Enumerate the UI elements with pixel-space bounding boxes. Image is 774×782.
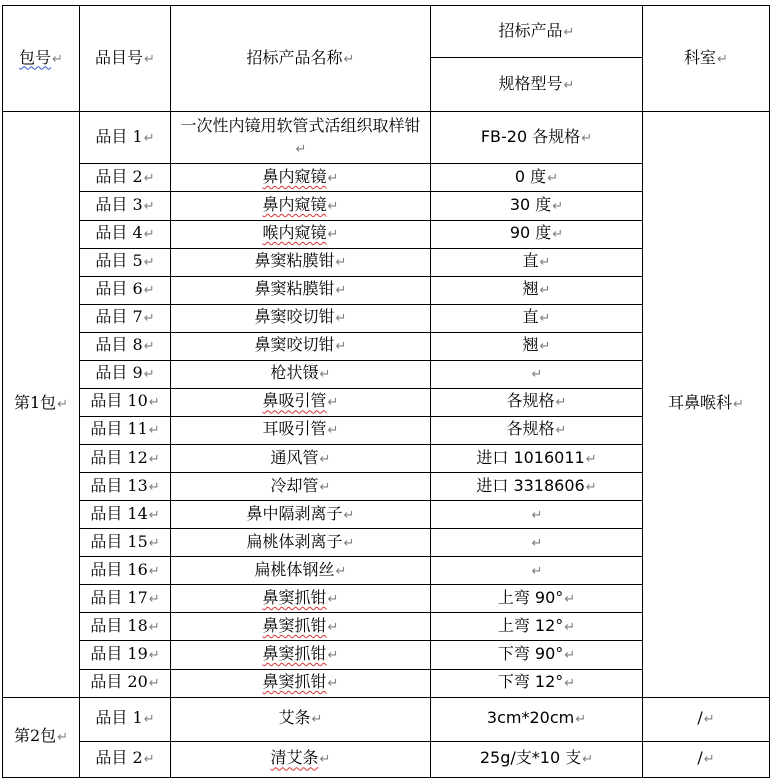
cell-text: 品目 10 [90, 391, 148, 411]
paragraph-mark: ↵ [552, 198, 564, 214]
spec-cell [431, 641, 643, 669]
cell-text: 上弯 12° [497, 615, 564, 635]
item-no-cell [80, 112, 171, 164]
department-cell [643, 697, 770, 741]
paragraph-mark: ↵ [143, 311, 155, 327]
cell-text: 翘 [522, 335, 539, 355]
product-name-cell [171, 248, 431, 276]
cell-text: 进口 3318606 [476, 475, 585, 495]
header-product-name [171, 6, 431, 112]
cell-text: 科室 [684, 47, 717, 67]
department-cell [643, 741, 770, 777]
paragraph-mark: ↵ [552, 227, 564, 243]
paragraph-mark: ↵ [319, 752, 331, 768]
paragraph-mark: ↵ [582, 752, 594, 768]
paragraph-mark: ↵ [148, 676, 160, 692]
paragraph-mark: ↵ [327, 227, 339, 243]
paragraph-mark: ↵ [148, 423, 160, 439]
spec-cell [431, 276, 643, 304]
cell-text: 品目 13 [90, 475, 148, 495]
table-row [3, 697, 770, 741]
spec-cell [431, 164, 643, 192]
department-ent [643, 112, 770, 697]
item-no-cell [80, 360, 171, 388]
cell-text: 上弯 90° [497, 587, 564, 607]
cell-text: 招标产品 [498, 20, 563, 40]
paragraph-mark: ↵ [319, 479, 331, 495]
product-name-cell [171, 529, 431, 557]
paragraph-mark: ↵ [143, 339, 155, 355]
cell-text: 鼻窦抓钳 [262, 587, 327, 607]
cell-text: 品目 9 [95, 363, 143, 383]
cell-text: 鼻窦咬切钳 [254, 335, 335, 355]
cell-text: 直 [522, 307, 539, 327]
paragraph-mark: ↵ [327, 423, 339, 439]
cell-text: 0 度 [514, 166, 547, 186]
cell-text: 一次性内镜用软管式活组织取样钳 [180, 115, 421, 135]
paragraph-mark: ↵ [585, 451, 597, 467]
item-no-cell [80, 220, 171, 248]
paragraph-mark: ↵ [335, 283, 347, 299]
paragraph-mark: ↵ [547, 170, 559, 186]
cell-text: 扁桃体钢丝 [254, 559, 335, 579]
paragraph-mark: ↵ [143, 227, 155, 243]
table-row [3, 741, 770, 777]
spec-cell [431, 388, 643, 416]
paragraph-mark: ↵ [143, 170, 155, 186]
table-body [3, 6, 770, 778]
paragraph-mark: ↵ [148, 591, 160, 607]
product-name-cell [171, 585, 431, 613]
cell-text: 品目 1 [95, 126, 143, 146]
cell-text: 品目 15 [90, 531, 148, 551]
paragraph-mark: ↵ [148, 535, 160, 551]
item-no-cell [80, 641, 171, 669]
paragraph-mark: ↵ [531, 507, 543, 523]
cell-text: 鼻吸引管 [262, 391, 327, 411]
product-name-cell [171, 416, 431, 444]
paragraph-mark: ↵ [327, 591, 339, 607]
item-no-cell [80, 697, 171, 741]
item-no-cell [80, 304, 171, 332]
cell-text: 品目 14 [90, 503, 148, 523]
spec-cell [431, 304, 643, 332]
paragraph-mark: ↵ [563, 24, 575, 40]
paragraph-mark: ↵ [335, 255, 347, 271]
item-no-cell [80, 529, 171, 557]
item-no-cell [80, 332, 171, 360]
cell-text: 鼻窦抓钳 [262, 643, 327, 663]
paragraph-mark: ↵ [531, 367, 543, 383]
spec-cell [431, 445, 643, 473]
paragraph-mark: ↵ [335, 311, 347, 327]
cell-text: 扁桃体剥离子 [246, 531, 343, 551]
cell-text: 品目号 [95, 47, 144, 67]
product-name-cell [171, 697, 431, 741]
cell-text: 鼻内窥镜 [262, 194, 327, 214]
cell-text: 品目 8 [95, 335, 143, 355]
cell-text: 下弯 12° [497, 672, 564, 692]
bid-products-table [2, 5, 770, 778]
product-name-cell [171, 332, 431, 360]
spec-cell [431, 473, 643, 501]
spec-cell [431, 416, 643, 444]
cell-text: 通风管 [270, 447, 319, 467]
cell-text: 鼻窦抓钳 [262, 672, 327, 692]
product-name-cell [171, 501, 431, 529]
item-no-cell [80, 669, 171, 697]
cell-text: 冷却管 [270, 475, 319, 495]
paragraph-mark: ↵ [311, 712, 323, 728]
paragraph-mark: ↵ [143, 367, 155, 383]
product-name-cell [171, 164, 431, 192]
package-1-label [3, 112, 80, 697]
paragraph-mark: ↵ [319, 451, 331, 467]
product-name-cell [171, 220, 431, 248]
paragraph-mark: ↵ [143, 255, 155, 271]
paragraph-mark: ↵ [327, 619, 339, 635]
paragraph-mark: ↵ [295, 141, 307, 157]
cell-text: 品目 11 [90, 419, 148, 439]
paragraph-mark: ↵ [564, 676, 576, 692]
cell-text: 规格型号 [498, 73, 563, 93]
header-bid-product [431, 6, 643, 58]
paragraph-mark: ↵ [148, 451, 160, 467]
cell-text: 鼻中隔剥离子 [246, 503, 343, 523]
cell-text: 各规格 [506, 419, 555, 439]
paragraph-mark: ↵ [143, 198, 155, 214]
paragraph-mark: ↵ [327, 647, 339, 663]
item-no-cell [80, 164, 171, 192]
cell-text: 品目 2 [95, 166, 143, 186]
cell-text: 3cm*20cm [486, 708, 575, 728]
cell-text: 25g/支*10 支 [479, 748, 582, 768]
spec-cell [431, 112, 643, 164]
spec-cell [431, 220, 643, 248]
cell-text: 品目 19 [90, 643, 148, 663]
paragraph-mark: ↵ [343, 507, 355, 523]
paragraph-mark: ↵ [57, 730, 69, 746]
paragraph-mark: ↵ [575, 712, 587, 728]
product-name-cell [171, 112, 431, 164]
paragraph-mark: ↵ [539, 283, 551, 299]
cell-text: 品目 6 [95, 279, 143, 299]
cell-text: 清艾条 [270, 748, 319, 768]
paragraph-mark: ↵ [148, 619, 160, 635]
paragraph-mark: ↵ [343, 535, 355, 551]
cell-text: 品目 18 [90, 615, 148, 635]
paragraph-mark: ↵ [564, 619, 576, 635]
cell-text: 品目 12 [90, 447, 148, 467]
cell-text: 品目 7 [95, 307, 143, 327]
spec-cell [431, 529, 643, 557]
cell-text: 第2包 [13, 726, 57, 746]
cell-text: 枪状镊 [270, 363, 319, 383]
product-name-cell [171, 192, 431, 220]
paragraph-mark: ↵ [539, 255, 551, 271]
paragraph-mark: ↵ [144, 51, 155, 67]
spec-cell [431, 501, 643, 529]
cell-text: 包号 [19, 47, 52, 67]
package-2-label [3, 697, 80, 777]
spec-cell [431, 697, 643, 741]
cell-text: 艾条 [278, 708, 311, 728]
paragraph-mark: ↵ [563, 77, 575, 93]
cell-text: 鼻窦粘膜钳 [254, 251, 335, 271]
cell-text: 90 度 [509, 223, 552, 243]
paragraph-mark: ↵ [143, 712, 155, 728]
cell-text: FB-20 各规格 [480, 126, 581, 146]
spec-cell [431, 360, 643, 388]
cell-text: 招标产品名称 [246, 47, 343, 67]
cell-text: / [697, 748, 703, 768]
header-spec-model [431, 58, 643, 112]
paragraph-mark: ↵ [52, 51, 63, 67]
spec-cell [431, 741, 643, 777]
product-name-cell [171, 473, 431, 501]
product-name-cell [171, 388, 431, 416]
cell-text: 进口 1016011 [476, 447, 585, 467]
cell-text: 喉内窥镜 [262, 223, 327, 243]
product-name-cell [171, 641, 431, 669]
cell-text: / [697, 708, 703, 728]
item-no-cell [80, 501, 171, 529]
paragraph-mark: ↵ [555, 423, 567, 439]
paragraph-mark: ↵ [703, 712, 715, 728]
paragraph-mark: ↵ [143, 283, 155, 299]
cell-text: 鼻窦抓钳 [262, 615, 327, 635]
cell-text: 品目 1 [95, 708, 143, 728]
paragraph-mark: ↵ [327, 198, 339, 214]
cell-text: 直 [522, 251, 539, 271]
paragraph-mark: ↵ [148, 647, 160, 663]
item-no-cell [80, 473, 171, 501]
spec-cell [431, 669, 643, 697]
paragraph-mark: ↵ [327, 170, 339, 186]
item-no-cell [80, 585, 171, 613]
cell-text: 品目 5 [95, 251, 143, 271]
paragraph-mark: ↵ [148, 563, 160, 579]
paragraph-mark: ↵ [733, 397, 744, 413]
paragraph-mark: ↵ [531, 535, 543, 551]
paragraph-mark: ↵ [703, 752, 715, 768]
item-no-cell [80, 557, 171, 585]
paragraph-mark: ↵ [148, 395, 160, 411]
table-row [3, 112, 770, 164]
paragraph-mark: ↵ [143, 752, 155, 768]
cell-text: 品目 17 [90, 587, 148, 607]
spec-cell [431, 192, 643, 220]
spec-cell [431, 332, 643, 360]
paragraph-mark: ↵ [335, 339, 347, 355]
paragraph-mark: ↵ [564, 591, 576, 607]
paragraph-mark: ↵ [531, 563, 543, 579]
spec-cell [431, 585, 643, 613]
header-package-no [3, 6, 80, 112]
paragraph-mark: ↵ [539, 311, 551, 327]
cell-text: 品目 2 [95, 748, 143, 768]
paragraph-mark: ↵ [319, 367, 331, 383]
item-no-cell [80, 741, 171, 777]
paragraph-mark: ↵ [327, 395, 339, 411]
product-name-cell [171, 360, 431, 388]
paragraph-mark: ↵ [327, 676, 339, 692]
paragraph-mark: ↵ [343, 51, 355, 67]
cell-text: 鼻窦粘膜钳 [254, 279, 335, 299]
header-department [643, 6, 770, 112]
product-name-cell [171, 669, 431, 697]
cell-text: 鼻窦咬切钳 [254, 307, 335, 327]
item-no-cell [80, 248, 171, 276]
item-no-cell [80, 416, 171, 444]
paragraph-mark: ↵ [555, 395, 567, 411]
spec-cell [431, 613, 643, 641]
cell-text: 翘 [522, 279, 539, 299]
cell-text: 耳鼻喉科 [668, 393, 733, 413]
cell-text: 耳吸引管 [262, 419, 327, 439]
product-name-cell [171, 613, 431, 641]
paragraph-mark: ↵ [148, 479, 160, 495]
spec-cell [431, 248, 643, 276]
product-name-cell [171, 445, 431, 473]
product-name-cell [171, 557, 431, 585]
cell-text: 下弯 90° [497, 643, 564, 663]
cell-text: 30 度 [509, 194, 552, 214]
header-item-no [80, 6, 171, 112]
header-row-top [3, 6, 770, 58]
product-name-cell [171, 304, 431, 332]
spec-cell [431, 557, 643, 585]
cell-text: 品目 4 [95, 223, 143, 243]
paragraph-mark: ↵ [585, 479, 597, 495]
paragraph-mark: ↵ [57, 397, 69, 413]
cell-text: 品目 20 [90, 672, 148, 692]
cell-text: 第1包 [13, 393, 57, 413]
paragraph-mark: ↵ [717, 51, 728, 67]
cell-text: 各规格 [506, 391, 555, 411]
item-no-cell [80, 276, 171, 304]
item-no-cell [80, 445, 171, 473]
paragraph-mark: ↵ [564, 647, 576, 663]
cell-text: 品目 16 [90, 559, 148, 579]
paragraph-mark: ↵ [539, 339, 551, 355]
product-name-cell [171, 741, 431, 777]
cell-text: 品目 3 [95, 194, 143, 214]
item-no-cell [80, 192, 171, 220]
product-name-cell [171, 276, 431, 304]
item-no-cell [80, 388, 171, 416]
paragraph-mark: ↵ [335, 563, 347, 579]
paragraph-mark: ↵ [148, 507, 160, 523]
paragraph-mark: ↵ [143, 130, 155, 146]
paragraph-mark: ↵ [581, 130, 593, 146]
item-no-cell [80, 613, 171, 641]
cell-text: 鼻内窥镜 [262, 166, 327, 186]
